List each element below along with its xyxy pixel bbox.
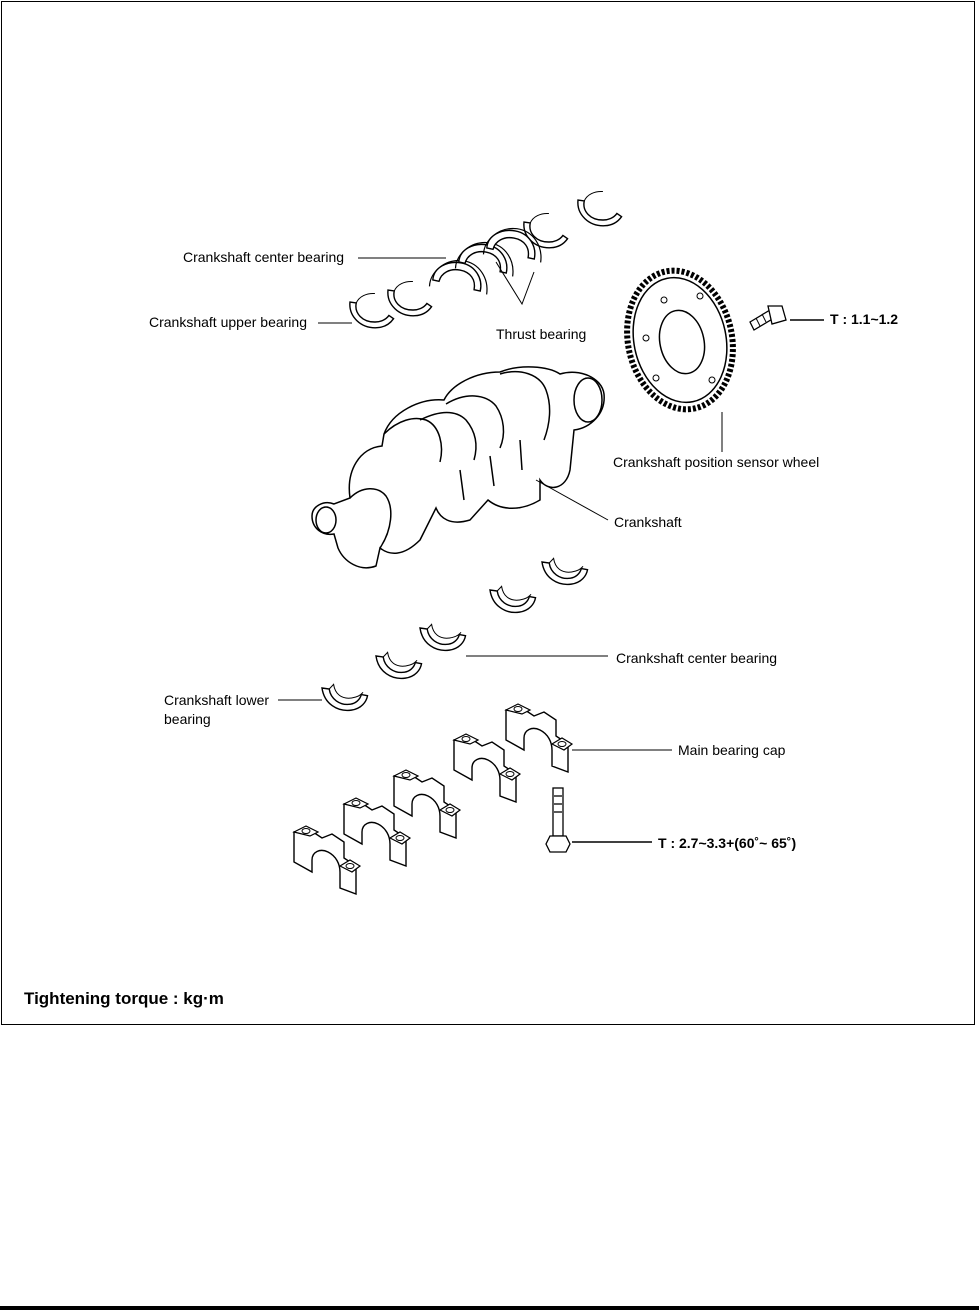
thrust-bearing-shells: [427, 226, 542, 301]
label-crankshaft-center-bearing-lower: Crankshaft center bearing: [616, 650, 778, 666]
label-crankshaft-lower-bearing-line1: Crankshaft lower: [164, 692, 270, 708]
upper-bearing-shells: [348, 188, 622, 332]
label-crankshaft-center-bearing-upper: Crankshaft center bearing: [183, 249, 345, 265]
sensor-wheel-bolt: [750, 306, 786, 330]
crankshaft: [312, 367, 604, 568]
page-bottom-rule: [0, 1306, 979, 1310]
label-crankshaft-upper-bearing: Crankshaft upper bearing: [149, 314, 307, 330]
lower-bearing-shells: [322, 554, 589, 714]
label-crankshaft: Crankshaft: [614, 514, 682, 530]
label-thrust-bearing: Thrust bearing: [496, 326, 587, 342]
label-crankshaft-lower-bearing-line2: bearing: [164, 711, 211, 727]
label-main-bearing-cap: Main bearing cap: [678, 742, 786, 758]
sensor-wheel: [615, 261, 746, 420]
tightening-torque-caption: Tightening torque : kg·m: [24, 989, 224, 1008]
label-crankshaft-position-sensor-wheel: Crankshaft position sensor wheel: [613, 454, 820, 470]
cap-bolt: [546, 788, 570, 852]
label-cap-bolt-torque: T : 2.7~3.3+(60˚~ 65˚): [658, 835, 797, 851]
label-sensor-wheel-torque: T : 1.1~1.2: [830, 311, 899, 327]
main-bearing-caps: [294, 704, 572, 894]
